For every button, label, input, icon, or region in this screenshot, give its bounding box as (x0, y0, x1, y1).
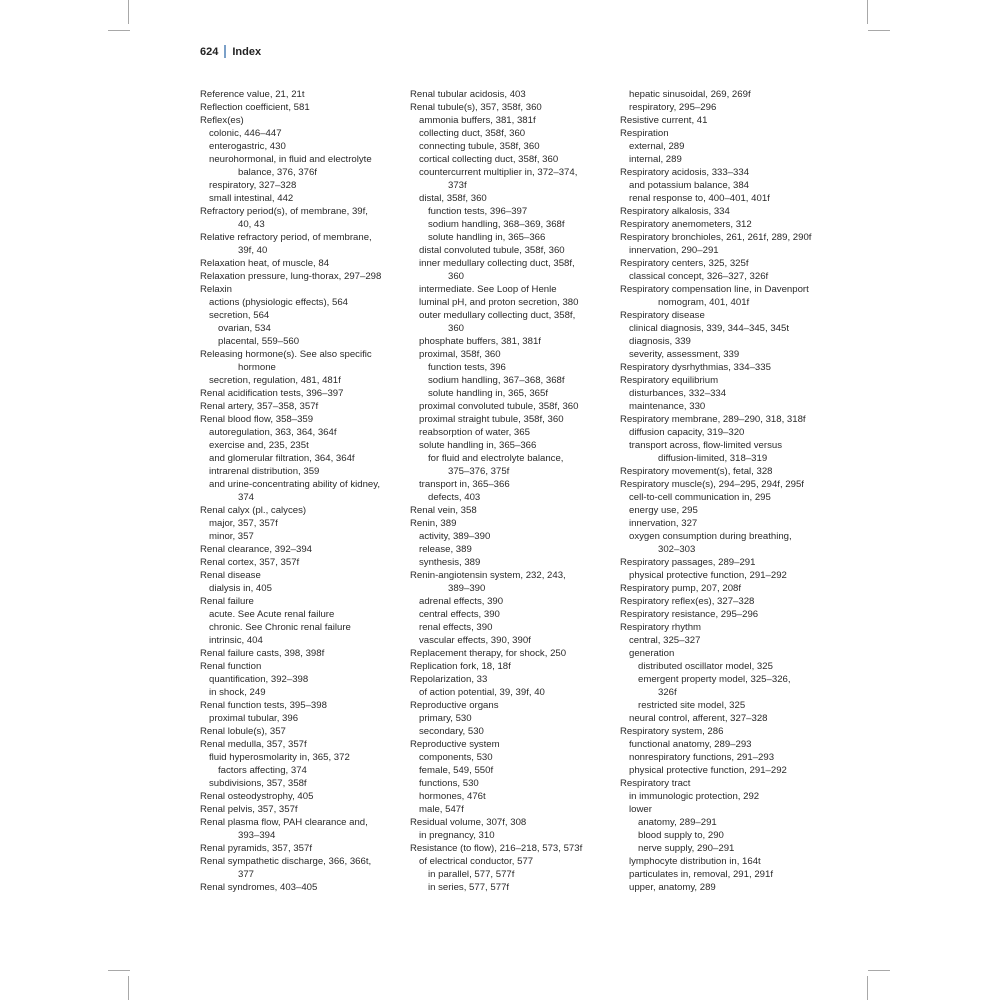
index-entry: central, 325–327 (629, 635, 701, 646)
index-entry: proximal straight tubule, 358f, 360 (419, 414, 564, 425)
crop-mark-bottom-right (867, 976, 868, 1000)
index-entry: exercise and, 235, 235t (209, 440, 309, 451)
index-entry: defects, 403 (428, 492, 481, 503)
index-entry: female, 549, 550f (419, 765, 494, 776)
index-entry: Respiratory muscle(s), 294–295, 294f, 295f (620, 479, 804, 490)
index-entry: hepatic sinusoidal, 269, 269f (629, 89, 751, 100)
index-entry: Renal tubule(s), 357, 358f, 360 (410, 102, 542, 113)
index-entry: 377 (238, 869, 255, 880)
index-entry: external, 289 (629, 141, 685, 152)
index-entry: activity, 389–390 (419, 531, 491, 542)
index-entry: Renal plasma flow, PAH clearance and, (200, 817, 368, 828)
index-entry: secretion, regulation, 481, 481f (209, 375, 341, 386)
index-entry: of action potential, 39, 39f, 40 (419, 687, 545, 698)
index-entry: disturbances, 332–334 (629, 388, 727, 399)
index-entry: solute handling in, 365, 365f (428, 388, 549, 399)
index-column-1 (200, 88, 405, 894)
index-entry: upper, anatomy, 289 (629, 882, 716, 893)
index-entry: classical concept, 326–327, 326f (629, 271, 769, 282)
index-entry: Respiratory centers, 325, 325f (620, 258, 749, 269)
index-entry: Reference value, 21, 21t (200, 89, 305, 100)
index-entry: physical protective function, 291–292 (629, 765, 787, 776)
index-entry: proximal convoluted tubule, 358f, 360 (419, 401, 579, 412)
index-entry: Renal calyx (pl., calyces) (200, 505, 307, 516)
index-entry: minor, 357 (209, 531, 254, 542)
index-entry: adrenal effects, 390 (419, 596, 504, 607)
index-entry: distal, 358f, 360 (419, 193, 487, 204)
index-entry: Respiratory compensation line, in Davenport (620, 284, 809, 295)
index-entry: Reflex(es) (200, 115, 244, 126)
index-entry: proximal, 358f, 360 (419, 349, 501, 360)
index-entry: maintenance, 330 (629, 401, 706, 412)
index-entry: respiratory, 295–296 (629, 102, 717, 113)
index-entry: acute. See Acute renal failure (209, 609, 335, 620)
index-entry: renal response to, 400–401, 401f (629, 193, 770, 204)
index-entry: functions, 530 (419, 778, 479, 789)
index-entry: Relaxin (200, 284, 232, 295)
index-entry: in pregnancy, 310 (419, 830, 495, 841)
index-entry: reabsorption of water, 365 (419, 427, 530, 438)
index-entry: internal, 289 (629, 154, 682, 165)
index-entry: Respiratory membrane, 289–290, 318, 318f (620, 414, 806, 425)
index-entry: Refractory period(s), of membrane, 39f, (200, 206, 368, 217)
index-entry: chronic. See Chronic renal failure (209, 622, 351, 633)
index-entry: Renal syndromes, 403–405 (200, 882, 318, 893)
index-entry: 360 (448, 323, 465, 334)
index-entry: male, 547f (419, 804, 464, 815)
index-entry: for fluid and electrolyte balance, (428, 453, 564, 464)
index-entry: hormones, 476t (419, 791, 486, 802)
index-entry: innervation, 327 (629, 518, 698, 529)
section-title: Index (232, 45, 262, 58)
index-entry: diffusion-limited, 318–319 (658, 453, 768, 464)
crop-mark-top-right (867, 0, 868, 24)
index-entry: particulates in, removal, 291, 291f (629, 869, 773, 880)
index-entry: in shock, 249 (209, 687, 266, 698)
page-number: 624 (200, 45, 219, 58)
index-entry: diagnosis, 339 (629, 336, 691, 347)
index-entry: Renal medulla, 357, 357f (200, 739, 307, 750)
index-entry: nerve supply, 290–291 (638, 843, 735, 854)
crop-mark-bottom-left (128, 976, 129, 1000)
index-entry: 40, 43 (238, 219, 265, 230)
index-entry: phosphate buffers, 381, 381f (419, 336, 541, 347)
index-entry: Relaxation heat, of muscle, 84 (200, 258, 330, 269)
index-entry: secretion, 564 (209, 310, 270, 321)
index-entry: colonic, 446–447 (209, 128, 282, 139)
index-entry: 375–376, 375f (448, 466, 510, 477)
header-divider (224, 45, 226, 58)
index-entry: placental, 559–560 (218, 336, 300, 347)
index-entry: Renal failure (200, 596, 254, 607)
index-entry: Resistance (to flow), 216–218, 573, 573f (410, 843, 583, 854)
index-entry: Respiratory acidosis, 333–334 (620, 167, 750, 178)
index-entry: Reflection coefficient, 581 (200, 102, 310, 113)
index-entry: Respiratory alkalosis, 334 (620, 206, 730, 217)
index-entry: restricted site model, 325 (638, 700, 746, 711)
index-entry: Respiratory passages, 289–291 (620, 557, 756, 568)
index-entry: distal convoluted tubule, 358f, 360 (419, 245, 565, 256)
index-entry: 302–303 (658, 544, 696, 555)
index-entry: ovarian, 534 (218, 323, 271, 334)
index-entry: oxygen consumption during breathing, (629, 531, 792, 542)
index-entry: innervation, 290–291 (629, 245, 719, 256)
index-entry: vascular effects, 390, 390f (419, 635, 531, 646)
index-entry: 360 (448, 271, 465, 282)
crop-mark-left-bottom (108, 970, 130, 971)
index-entry: lower (629, 804, 652, 815)
index-entry: Renal function tests, 395–398 (200, 700, 327, 711)
crop-mark-right-top (868, 30, 890, 31)
index-entry: enterogastric, 430 (209, 141, 286, 152)
index-entry: lymphocyte distribution in, 164t (629, 856, 761, 867)
index-entry: blood supply to, 290 (638, 830, 724, 841)
index-entry: intrarenal distribution, 359 (209, 466, 320, 477)
index-entry: in parallel, 577, 577f (428, 869, 515, 880)
index-entry: energy use, 295 (629, 505, 698, 516)
index-entry: Renal artery, 357–358, 357f (200, 401, 319, 412)
index-entry: Residual volume, 307f, 308 (410, 817, 527, 828)
index-entry: nonrespiratory functions, 291–293 (629, 752, 775, 763)
index-entry: Respiratory dysrhythmias, 334–335 (620, 362, 771, 373)
index-entry: collecting duct, 358f, 360 (419, 128, 526, 139)
index-entry: Renal clearance, 392–394 (200, 544, 313, 555)
index-entry: neurohormonal, in fluid and electrolyte (209, 154, 372, 165)
index-entry: Respiration (620, 128, 669, 139)
index-entry: balance, 376, 376f (238, 167, 317, 178)
index-entry: transport across, flow-limited versus (629, 440, 783, 451)
index-entry: Renal sympathetic discharge, 366, 366t, (200, 856, 372, 867)
index-entry: Renal lobule(s), 357 (200, 726, 286, 737)
index-entry: factors affecting, 374 (218, 765, 307, 776)
index-entry: ammonia buffers, 381, 381f (419, 115, 536, 126)
index-entry: severity, assessment, 339 (629, 349, 740, 360)
index-entry: Renal pelvis, 357, 357f (200, 804, 298, 815)
index-entry: luminal pH, and proton secretion, 380 (419, 297, 579, 308)
index-entry: 373f (448, 180, 467, 191)
index-entry: emergent property model, 325–326, (638, 674, 791, 685)
index-entry: Renal tubular acidosis, 403 (410, 89, 526, 100)
index-entry: cortical collecting duct, 358f, 360 (419, 154, 559, 165)
index-entry: major, 357, 357f (209, 518, 278, 529)
index-entry: Respiratory pump, 207, 208f (620, 583, 742, 594)
index-entry: Renal pyramids, 357, 357f (200, 843, 312, 854)
index-entry: Relaxation pressure, lung-thorax, 297–298 (200, 271, 382, 282)
index-entry: and urine-concentrating ability of kidney, (209, 479, 381, 490)
index-entry: Respiratory movement(s), fetal, 328 (620, 466, 773, 477)
index-column-2 (410, 88, 615, 894)
index-entry: Repolarization, 33 (410, 674, 488, 685)
index-entry: physical protective function, 291–292 (629, 570, 787, 581)
index-entry: Replication fork, 18, 18f (410, 661, 511, 672)
index-entry: small intestinal, 442 (209, 193, 294, 204)
running-header (200, 45, 261, 58)
index-entry: Renal failure casts, 398, 398f (200, 648, 325, 659)
index-entry: Respiratory rhythm (620, 622, 702, 633)
index-entry: solute handling in, 365–366 (428, 232, 546, 243)
index-entry: 326f (658, 687, 677, 698)
index-entry: autoregulation, 363, 364, 364f (209, 427, 337, 438)
index-entry: secondary, 530 (419, 726, 484, 737)
index-entry: function tests, 396–397 (428, 206, 528, 217)
index-entry: clinical diagnosis, 339, 344–345, 345t (629, 323, 790, 334)
index-entry: intrinsic, 404 (209, 635, 263, 646)
index-column-3 (620, 88, 825, 894)
index-entry: components, 530 (419, 752, 493, 763)
index-entry: neural control, afferent, 327–328 (629, 713, 768, 724)
index-entry: fluid hyperosmolarity in, 365, 372 (209, 752, 350, 763)
index-entry: Renal osteodystrophy, 405 (200, 791, 314, 802)
index-entry: Resistive current, 41 (620, 115, 708, 126)
index-entry: Relative refractory period, of membrane, (200, 232, 372, 243)
index-entry: proximal tubular, 396 (209, 713, 299, 724)
index-entry: anatomy, 289–291 (638, 817, 717, 828)
index-entry: 389–390 (448, 583, 486, 594)
index-entry: Respiratory resistance, 295–296 (620, 609, 759, 620)
index-entry: and glomerular filtration, 364, 364f (209, 453, 355, 464)
index-entry: sodium handling, 368–369, 368f (428, 219, 565, 230)
index-entry: cell-to-cell communication in, 295 (629, 492, 771, 503)
index-entry: Renal cortex, 357, 357f (200, 557, 300, 568)
index-entry: Renal blood flow, 358–359 (200, 414, 314, 425)
index-entry: distributed oscillator model, 325 (638, 661, 773, 672)
index-entry: Respiratory reflex(es), 327–328 (620, 596, 755, 607)
index-entry: 39f, 40 (238, 245, 268, 256)
index-entry: Respiratory equilibrium (620, 375, 719, 386)
index-entry: diffusion capacity, 319–320 (629, 427, 745, 438)
index-entry: outer medullary collecting duct, 358f, (419, 310, 576, 321)
index-entry: in series, 577, 577f (428, 882, 510, 893)
index-entry: Renin, 389 (410, 518, 457, 529)
index-entry: intermediate. See Loop of Henle (419, 284, 557, 295)
index-entry: respiratory, 327–328 (209, 180, 297, 191)
index-entry: Renal disease (200, 570, 261, 581)
index-entry: inner medullary collecting duct, 358f, (419, 258, 575, 269)
index-entry: 374 (238, 492, 255, 503)
index-entry: function tests, 396 (428, 362, 506, 373)
index-entry: Replacement therapy, for shock, 250 (410, 648, 567, 659)
index-entry: of electrical conductor, 577 (419, 856, 534, 867)
index-entry: solute handling in, 365–366 (419, 440, 537, 451)
index-entry: release, 389 (419, 544, 472, 555)
crop-mark-top-left (128, 0, 129, 24)
index-entry: synthesis, 389 (419, 557, 481, 568)
index-entry: Releasing hormone(s). See also specific (200, 349, 372, 360)
index-entry: in immunologic protection, 292 (629, 791, 760, 802)
index-entry: actions (physiologic effects), 564 (209, 297, 349, 308)
index-entry: hormone (238, 362, 276, 373)
index-entry: sodium handling, 367–368, 368f (428, 375, 565, 386)
index-entry: Respiratory disease (620, 310, 705, 321)
index-entry: central effects, 390 (419, 609, 500, 620)
index-entry: transport in, 365–366 (419, 479, 510, 490)
index-entry: renal effects, 390 (419, 622, 493, 633)
index-entry: Reproductive system (410, 739, 500, 750)
index-entry: subdivisions, 357, 358f (209, 778, 307, 789)
crop-mark-right-bottom (868, 970, 890, 971)
index-entry: Respiratory tract (620, 778, 691, 789)
index-entry: and potassium balance, 384 (629, 180, 750, 191)
index-entry: Respiratory anemometers, 312 (620, 219, 752, 230)
index-entry: Respiratory system, 286 (620, 726, 724, 737)
index-entry: quantification, 392–398 (209, 674, 309, 685)
index-entry: nomogram, 401, 401f (658, 297, 750, 308)
index-entry: generation (629, 648, 675, 659)
index-entry: countercurrent multiplier in, 372–374, (419, 167, 578, 178)
index-entry: 393–394 (238, 830, 276, 841)
index-entry: dialysis in, 405 (209, 583, 272, 594)
index-entry: functional anatomy, 289–293 (629, 739, 752, 750)
index-entry: Reproductive organs (410, 700, 499, 711)
index-entry: Renin-angiotensin system, 232, 243, (410, 570, 566, 581)
index-entry: Respiratory bronchioles, 261, 261f, 289, 290f (620, 232, 812, 243)
index-entry: Renal function (200, 661, 262, 672)
index-entry: connecting tubule, 358f, 360 (419, 141, 540, 152)
index-entry: Renal acidification tests, 396–397 (200, 388, 344, 399)
index-entry: primary, 530 (419, 713, 472, 724)
crop-mark-left-top (108, 30, 130, 31)
index-entry: Renal vein, 358 (410, 505, 477, 516)
